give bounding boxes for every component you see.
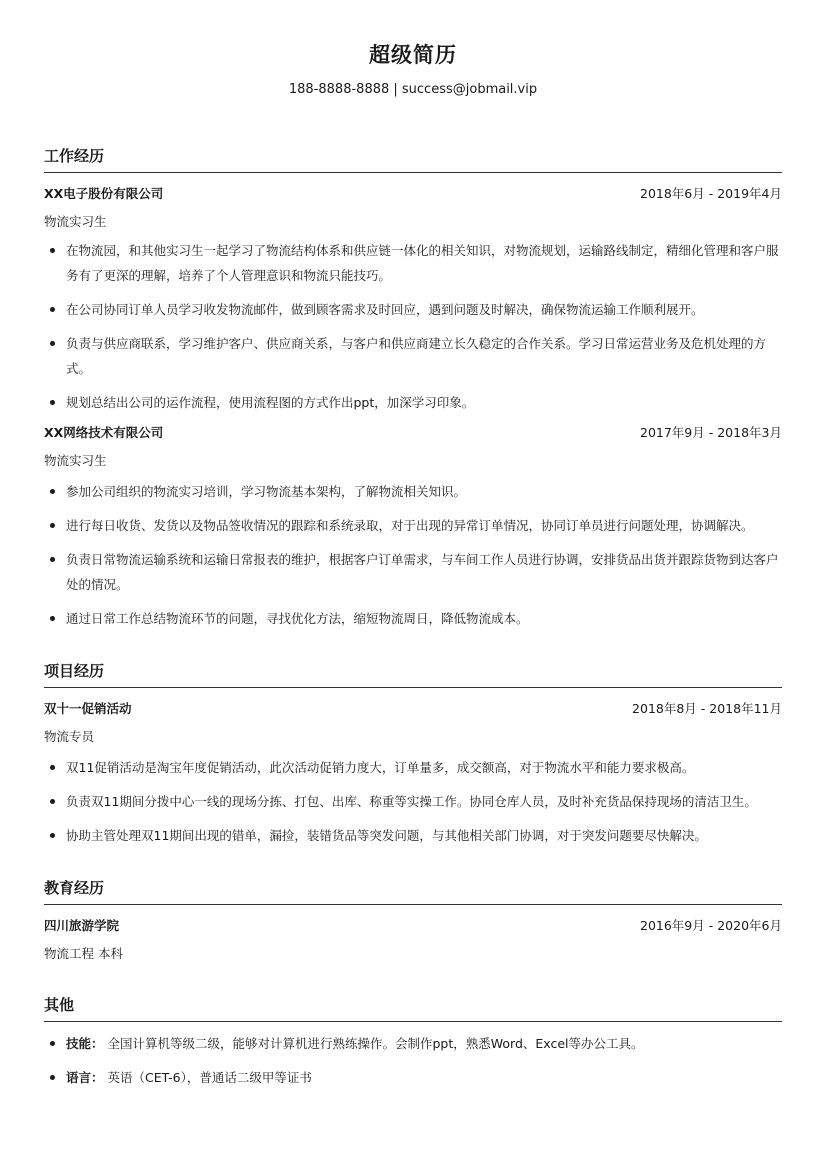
project-section [44,661,782,848]
list-item: 规划总结出公司的运作流程，使用流程图的方式作出ppt，加深学习印象。 [44,390,782,415]
bullet-list [44,238,782,415]
project-entry [44,700,782,848]
list-item: 负责与供应商联系，学习维护客户、供应商关系，与客户和供应商建立长久稳定的合作关系。学习日常运营业务及危机处理的方式。 [44,331,782,381]
entry-header [44,424,782,442]
skills-label: 技能： [66,1036,104,1051]
entry-organization: 双十一促销活动 [44,701,132,716]
section-title-other: 其他 [44,995,782,1022]
entry-header [44,185,782,203]
education-entry [44,917,782,963]
entry-organization: 四川旅游学院 [44,918,120,933]
entry-header [44,700,782,718]
entry-role: 物流工程 本科 [44,946,123,961]
entry-role: 物流实习生 [44,453,107,468]
section-title-work: 工作经历 [44,146,782,173]
entry-date: 2016年9月 - 2020年6月 [640,918,782,933]
list-item: 通过日常工作总结物流环节的问题，寻找优化方法，缩短物流周日，降低物流成本。 [44,606,782,631]
list-item: 负责日常物流运输系统和运输日常报表的维护，根据客户订单需求，与车间工作人员进行协调，安排货品出货并跟踪货物到达客户处的情况。 [44,547,782,597]
resume-name: 超级简历 [369,43,457,67]
list-item: 双11促销活动是淘宝年度促销活动，此次活动促销力度大，订单量多，成交额高，对于物流水平和能力要求极高。 [44,755,782,780]
section-title-education: 教育经历 [44,878,782,905]
other-section [44,995,782,1090]
education-section [44,878,782,963]
entry-date: 2017年9月 - 2018年3月 [640,425,782,440]
section-title-project: 项目经历 [44,661,782,688]
language-label: 语言： [66,1070,104,1085]
list-item: 在公司协同订单人员学习收发物流邮件，做到顾客需求及时回应，遇到问题及时解决，确保物流运输工作顺利展开。 [44,297,782,322]
entry-organization: XX电子股份有限公司 [44,186,164,201]
resume-header [44,0,782,98]
entry-organization: XX网络技术有限公司 [44,425,164,440]
entry-date: 2018年6月 - 2019年4月 [640,186,782,201]
list-item: 协助主管处理双11期间出现的错单，漏捡，装错货品等突发问题，与其他相关部门协调，对于突发问题要尽快解决。 [44,823,782,848]
list-item: 在物流园，和其他实习生一起学习了物流结构体系和供应链一体化的相关知识，对物流规划，运输路线制定，精细化管理和客户服务有了更深的理解，培养了个人管理意识和物流只能技巧。 [44,238,782,288]
work-entry [44,185,782,415]
work-entry [44,424,782,631]
work-section [44,146,782,631]
bullet-list [44,755,782,848]
list-item: 进行每日收货、发货以及物品签收情况的跟踪和系统录取，对于出现的异常订单情况，协同订单员进行问题处理，协调解决。 [44,513,782,538]
language-text: 英语（CET-6），普通话二级甲等证书 [107,1070,312,1085]
list-item [44,1031,782,1056]
entry-role: 物流实习生 [44,214,107,229]
entry-header [44,917,782,935]
bullet-list [44,1031,782,1090]
bullet-list [44,479,782,631]
list-item: 负责双11期间分拨中心一线的现场分拣、打包、出库、称重等实操工作。协同仓库人员，及时补充货品保持现场的清洁卫生。 [44,789,782,814]
entry-date: 2018年8月 - 2018年11月 [632,701,782,716]
entry-role: 物流专员 [44,729,95,744]
skills-text: 全国计算机等级二级，能够对计算机进行熟练操作。会制作ppt，熟悉Word、Excel等办公工具。 [107,1036,644,1051]
contact-info: 188-8888-8888 | success@jobmail.vip [288,82,538,97]
list-item [44,1065,782,1090]
list-item: 参加公司组织的物流实习培训，学习物流基本架构，了解物流相关知识。 [44,479,782,504]
